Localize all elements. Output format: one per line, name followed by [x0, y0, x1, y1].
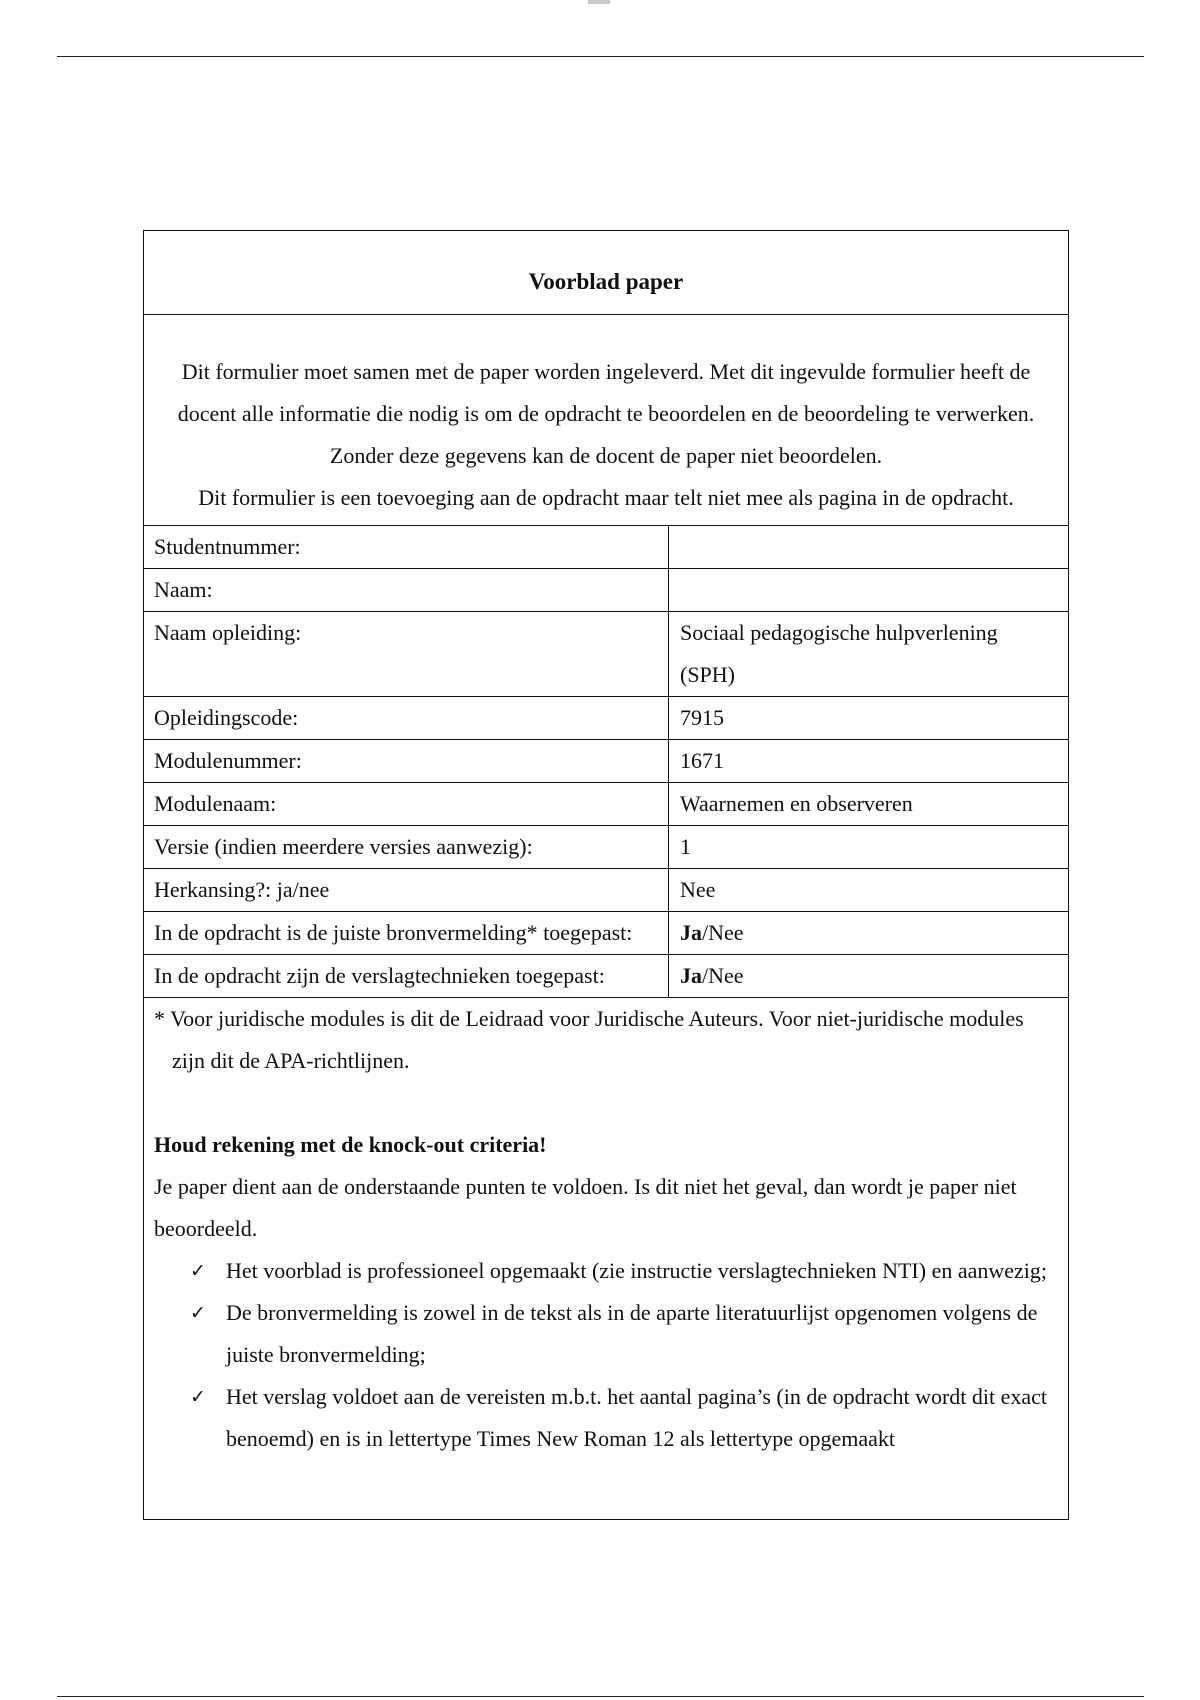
- selected-option: Ja: [680, 963, 702, 988]
- knockout-checklist: [154, 1250, 1058, 1460]
- checkmark-icon: ✓: [190, 1386, 206, 1408]
- opleidingscode-value: 7915: [669, 697, 1069, 740]
- checklist-text: De bronvermelding is zowel in de tekst als in de aparte literatuurlijst opgenomen volgens de juiste bronvermelding;: [226, 1300, 1038, 1367]
- verslagtechnieken-value: [669, 955, 1069, 998]
- field-row-studentnummer: [144, 526, 1068, 569]
- field-row-modulenummer: [144, 740, 1068, 783]
- field-row-naam-opleiding: [144, 612, 1068, 697]
- field-row-verslagtechnieken: [144, 955, 1068, 998]
- field-label: Modulenaam:: [144, 783, 669, 826]
- field-label: In de opdracht zijn de verslagtechnieken toegepast:: [144, 955, 669, 998]
- field-row-bronvermelding: [144, 912, 1068, 955]
- selected-option: Ja: [680, 920, 702, 945]
- naam-opleiding-value: Sociaal pedagogische hulpverlening (SPH): [669, 612, 1069, 697]
- intro-paragraph: Dit formulier moet samen met de paper worden ingeleverd. Met dit ingevulde formulier heeft de docent alle informatie die nodig is om de opdracht te beoordelen en de beoordeling te verwerken. Zonder deze gegevens kan de docent de paper niet beoordelen.: [177, 359, 1035, 468]
- naam-field[interactable]: [669, 569, 1069, 612]
- other-option: /Nee: [702, 963, 744, 988]
- spacer: [154, 1082, 1058, 1124]
- bronvermelding-value: [669, 912, 1069, 955]
- footer-rule: [57, 1696, 1144, 1697]
- form-intro: [144, 315, 1068, 525]
- herkansing-value: Nee: [669, 869, 1069, 912]
- studentnummer-field[interactable]: [669, 526, 1069, 569]
- intro-note: Dit formulier is een toevoeging aan de opdracht maar telt niet mee als pagina in de opdracht.: [198, 485, 1014, 510]
- field-label: Naam:: [144, 569, 669, 612]
- field-label: Herkansing?: ja/nee: [144, 869, 669, 912]
- checklist-text: Het voorblad is professioneel opgemaakt (zie instructie verslagtechnieken NTI) en aanwezig;: [226, 1258, 1048, 1283]
- footnote: * Voor juridische modules is dit de Leidraad voor Juridische Auteurs. Voor niet-juridische modules zijn dit de APA-richtlijnen.: [154, 1006, 1024, 1073]
- field-label: Modulenummer:: [144, 740, 669, 783]
- field-label: Versie (indien meerdere versies aanwezig):: [144, 826, 669, 869]
- checkmark-icon: ✓: [190, 1260, 206, 1282]
- field-label: Naam opleiding:: [144, 612, 669, 697]
- knockout-intro: Je paper dient aan de onderstaande punten te voldoen. Is dit niet het geval, dan wordt je paper niet beoordeeld.: [154, 1174, 1017, 1241]
- field-row-modulenaam: [144, 783, 1068, 826]
- versie-value: 1: [669, 826, 1069, 869]
- other-option: /Nee: [702, 920, 744, 945]
- cover-sheet-form: [143, 230, 1069, 1520]
- list-item: [190, 1292, 1058, 1376]
- field-label: Opleidingscode:: [144, 697, 669, 740]
- field-label: In de opdracht is de juiste bronvermelding* toegepast:: [144, 912, 669, 955]
- knockout-heading: Houd rekening met de knock-out criteria!: [154, 1132, 547, 1157]
- header-rule: [57, 56, 1144, 57]
- checkmark-icon: ✓: [190, 1302, 206, 1324]
- modulenaam-value: Waarnemen en observeren: [669, 783, 1069, 826]
- page-top-mark: [588, 0, 610, 4]
- field-label: Studentnummer:: [144, 526, 669, 569]
- notes-section: [144, 998, 1068, 1460]
- field-row-opleidingscode: [144, 697, 1068, 740]
- form-title: Voorblad paper: [144, 231, 1068, 315]
- list-item: [190, 1376, 1058, 1460]
- field-row-herkansing: [144, 869, 1068, 912]
- checklist-text: Het verslag voldoet aan de vereisten m.b.t. het aantal pagina’s (in de opdracht wordt dit exact benoemd) en is in lettertype Times New Roman 12 als lettertype opgemaakt: [226, 1384, 1048, 1451]
- list-item: [190, 1250, 1058, 1292]
- field-row-naam: [144, 569, 1068, 612]
- form-fields-table: [144, 525, 1068, 998]
- field-row-versie: [144, 826, 1068, 869]
- modulenummer-value: 1671: [669, 740, 1069, 783]
